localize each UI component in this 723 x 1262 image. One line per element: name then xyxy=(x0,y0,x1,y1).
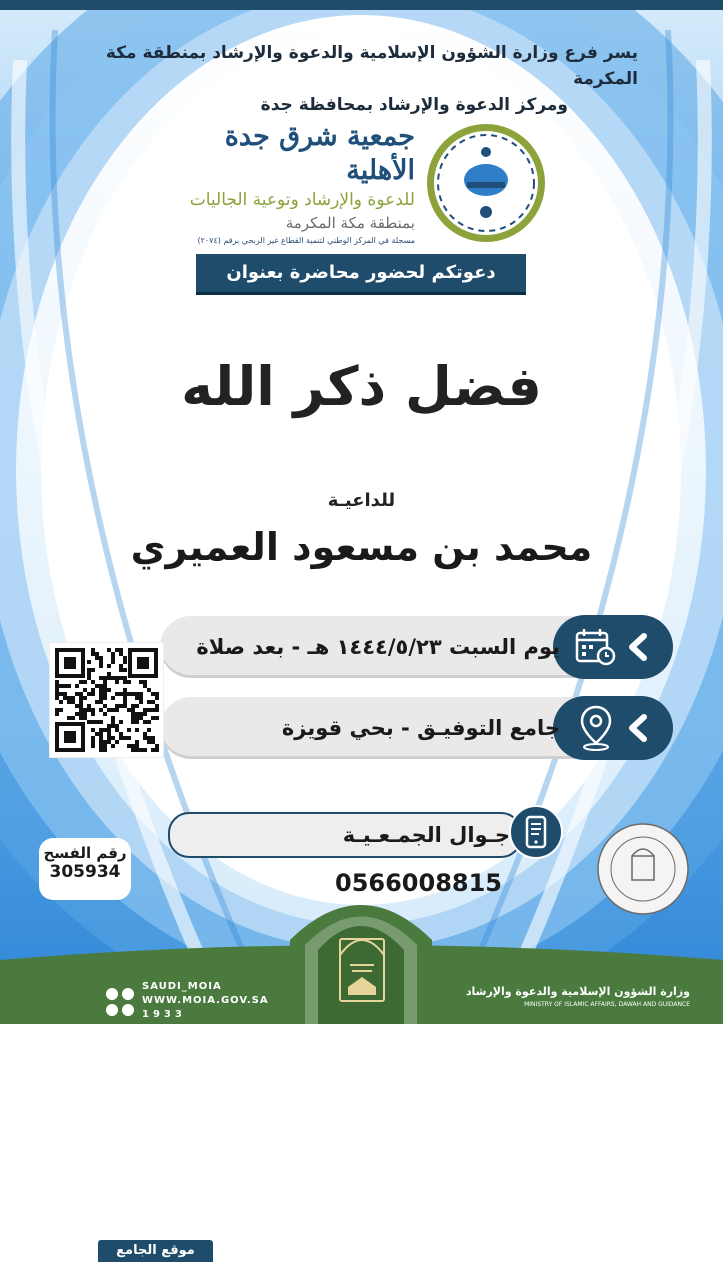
qr-module xyxy=(123,688,127,692)
qr-module xyxy=(55,696,59,700)
qr-module xyxy=(135,712,139,716)
qr-module xyxy=(75,712,79,716)
qr-module xyxy=(71,696,75,700)
qr-module xyxy=(107,736,111,740)
qr-module xyxy=(131,720,135,724)
qr-module xyxy=(107,648,111,652)
qr-module xyxy=(79,716,83,720)
qr-module xyxy=(99,748,103,752)
qr-module xyxy=(111,652,115,656)
qr-module xyxy=(115,704,119,708)
header-line-1: يسر فرع وزارة الشؤون الإسلامية والدعوة والإرشاد بمنطقة مكة المكرمة xyxy=(105,43,638,89)
qr-module xyxy=(119,676,123,680)
qr-module xyxy=(55,708,59,712)
qr-module xyxy=(135,744,139,748)
qr-module xyxy=(67,716,71,720)
qr-module xyxy=(87,660,91,664)
qr-module xyxy=(107,724,111,728)
map-pin-icon xyxy=(578,703,614,751)
qr-module xyxy=(139,696,143,700)
qr-module xyxy=(99,732,103,736)
qr-module xyxy=(83,716,87,720)
qr-module xyxy=(143,748,147,752)
qr-module xyxy=(79,700,83,704)
qr-code[interactable] xyxy=(49,642,164,758)
qr-module xyxy=(115,648,119,652)
association-emblem xyxy=(425,122,547,244)
qr-module xyxy=(119,664,123,668)
social-handle[interactable]: SAUDI_MOIA xyxy=(142,981,222,992)
qr-label: موقع الجامع xyxy=(98,1240,213,1262)
qr-module xyxy=(67,700,71,704)
header-line-2: ومركز الدعوة والإرشاد بمحافظة جدة xyxy=(260,95,568,115)
ministry-logo xyxy=(330,925,394,1005)
qr-module xyxy=(123,676,127,680)
qr-module xyxy=(111,708,115,712)
qr-module xyxy=(87,708,91,712)
qr-module xyxy=(103,740,107,744)
qr-module xyxy=(131,716,135,720)
qr-module xyxy=(119,704,123,708)
phone-label: جـوال الجمـعـيـة xyxy=(342,823,510,847)
chevron-left-icon xyxy=(626,633,650,661)
qr-module xyxy=(99,664,103,668)
association-subtitle: للدعوة والإرشاد وتوعية الجاليات xyxy=(189,190,415,210)
qr-module xyxy=(127,744,131,748)
qr-module xyxy=(155,748,159,752)
qr-module xyxy=(119,732,123,736)
association-registration: مسجلة في المركز الوطني لتنمية القطاع غير الربحي برقم (٢٠٧٤) xyxy=(197,236,415,245)
qr-module xyxy=(123,696,127,700)
qr-module xyxy=(123,704,127,708)
qr-module xyxy=(155,744,159,748)
mobile-phone-icon xyxy=(508,804,564,860)
qr-module xyxy=(99,700,103,704)
footer-contact xyxy=(142,980,269,1022)
qr-module xyxy=(143,720,147,724)
qr-module xyxy=(79,680,83,684)
qr-module xyxy=(59,684,63,688)
qr-module xyxy=(151,748,155,752)
qr-module xyxy=(111,716,115,720)
qr-module xyxy=(135,720,139,724)
qr-module xyxy=(103,676,107,680)
qr-module xyxy=(91,744,95,748)
qr-module xyxy=(91,680,95,684)
qr-module xyxy=(103,692,107,696)
qr-module xyxy=(103,744,107,748)
license-label: رقم الفسح xyxy=(43,844,127,862)
qr-module xyxy=(55,684,59,688)
qr-module xyxy=(91,736,95,740)
qr-module xyxy=(103,680,107,684)
ministry-name-ar: وزارة الشؤون الإسلامية والدعوة والإرشاد xyxy=(465,985,690,998)
qr-module xyxy=(91,720,95,724)
chevron-left-icon xyxy=(626,714,650,742)
qr-module xyxy=(103,684,107,688)
qr-module xyxy=(75,684,79,688)
qr-module xyxy=(151,716,155,720)
qr-module xyxy=(103,728,107,732)
qr-module xyxy=(123,736,127,740)
qr-module xyxy=(83,712,87,716)
qr-module xyxy=(127,736,131,740)
qr-module xyxy=(99,728,103,732)
qr-module xyxy=(155,704,159,708)
qr-module xyxy=(111,660,115,664)
qr-module xyxy=(151,692,155,696)
qr-module xyxy=(79,696,83,700)
qr-module xyxy=(87,676,91,680)
social-media-icon xyxy=(104,986,138,1018)
qr-module xyxy=(135,704,139,708)
qr-module xyxy=(99,708,103,712)
qr-module xyxy=(99,720,103,724)
qr-module xyxy=(119,736,123,740)
qr-module xyxy=(63,696,67,700)
qr-module xyxy=(59,708,63,712)
qr-module xyxy=(79,708,83,712)
qr-module xyxy=(103,688,107,692)
qr-module xyxy=(115,692,119,696)
qr-module xyxy=(127,692,131,696)
ministry-name-block xyxy=(440,985,690,1008)
qr-module xyxy=(83,688,87,692)
qr-module xyxy=(135,716,139,720)
qr-module xyxy=(147,736,151,740)
qr-module xyxy=(91,708,95,712)
qr-module xyxy=(63,692,67,696)
qr-module xyxy=(135,692,139,696)
qr-module xyxy=(99,740,103,744)
qr-module xyxy=(55,692,59,696)
qr-module xyxy=(147,700,151,704)
association-name-block xyxy=(165,120,415,248)
qr-module xyxy=(87,692,91,696)
qr-module xyxy=(143,712,147,716)
qr-module xyxy=(99,696,103,700)
qr-module xyxy=(99,660,103,664)
qr-module xyxy=(83,680,87,684)
qr-module xyxy=(111,724,115,728)
qr-module xyxy=(91,712,95,716)
qr-module xyxy=(83,708,87,712)
qr-module xyxy=(103,712,107,716)
qr-module xyxy=(131,712,135,716)
qr-module xyxy=(103,696,107,700)
qr-module xyxy=(67,696,71,700)
qr-module xyxy=(91,652,95,656)
qr-module xyxy=(91,728,95,732)
qr-module xyxy=(55,688,59,692)
qr-module xyxy=(155,716,159,720)
qr-module xyxy=(143,684,147,688)
qr-module xyxy=(127,680,131,684)
qr-module xyxy=(147,708,151,712)
qr-module xyxy=(115,724,119,728)
qr-module xyxy=(55,680,59,684)
qr-module xyxy=(59,692,63,696)
qr-module xyxy=(79,704,83,708)
qr-module xyxy=(155,696,159,700)
qr-module xyxy=(127,708,131,712)
qr-module xyxy=(75,692,79,696)
qr-module xyxy=(91,648,95,652)
phone-text xyxy=(180,812,510,897)
qr-module xyxy=(111,696,115,700)
qr-module xyxy=(107,728,111,732)
qr-module xyxy=(155,692,159,696)
qr-module xyxy=(123,680,127,684)
qr-module xyxy=(135,748,139,752)
qr-module xyxy=(119,668,123,672)
qr-module xyxy=(55,712,59,716)
location-text: جامع التوفيـق - بحي قويزة xyxy=(281,716,560,740)
association-region: بمنطقة مكة المكرمة xyxy=(285,214,415,232)
qr-module xyxy=(83,696,87,700)
qr-module xyxy=(119,652,123,656)
qr-module xyxy=(87,720,91,724)
qr-module xyxy=(131,744,135,748)
qr-module xyxy=(143,708,147,712)
qr-module xyxy=(151,700,155,704)
qr-module xyxy=(95,684,99,688)
qr-module xyxy=(107,740,111,744)
qr-module xyxy=(139,680,143,684)
qr-module xyxy=(139,692,143,696)
qr-module xyxy=(99,656,103,660)
qr-module xyxy=(91,668,95,672)
preacher-name: محمد بن مسعود العميري xyxy=(130,525,593,569)
qr-module xyxy=(147,728,151,732)
qr-module xyxy=(99,684,103,688)
qr-module xyxy=(143,680,147,684)
qr-module xyxy=(139,712,143,716)
qr-module xyxy=(155,708,159,712)
qr-module xyxy=(111,736,115,740)
qr-module xyxy=(107,688,111,692)
qr-module xyxy=(139,716,143,720)
qr-module xyxy=(91,740,95,744)
qr-module xyxy=(107,732,111,736)
qr-module xyxy=(63,684,67,688)
datetime-text: يوم السبت ١٤٤٤/٥/٢٣ هـ - بعد صلاة xyxy=(196,635,560,659)
qr-module xyxy=(79,712,83,716)
qr-module xyxy=(95,732,99,736)
qr-module xyxy=(99,676,103,680)
qr-module xyxy=(99,692,103,696)
preacher-label: للداعيـة xyxy=(327,490,396,511)
qr-module xyxy=(151,736,155,740)
qr-module xyxy=(107,708,111,712)
qr-module xyxy=(115,728,119,732)
qr-module xyxy=(115,680,119,684)
qr-module xyxy=(123,692,127,696)
qr-module xyxy=(111,744,115,748)
qr-module xyxy=(119,720,123,724)
qr-module xyxy=(87,672,91,676)
qr-module xyxy=(143,736,147,740)
qr-module xyxy=(107,676,111,680)
association-name: جمعية شرق جدة الأهلية xyxy=(224,121,415,186)
qr-module xyxy=(115,708,119,712)
qr-module xyxy=(99,736,103,740)
qr-module xyxy=(95,652,99,656)
qr-module xyxy=(127,728,131,732)
qr-module xyxy=(87,704,91,708)
qr-module xyxy=(107,664,111,668)
qr-module xyxy=(135,728,139,732)
qr-module xyxy=(131,704,135,708)
qr-module xyxy=(79,692,83,696)
qr-module xyxy=(151,740,155,744)
qr-module xyxy=(115,676,119,680)
website-link[interactable]: WWW.MOIA.GOV.SA xyxy=(142,995,269,1006)
calendar-clock-icon xyxy=(574,627,616,667)
qr-module xyxy=(71,716,75,720)
qr-module xyxy=(91,688,95,692)
qr-module xyxy=(123,668,127,672)
qr-module xyxy=(95,720,99,724)
qr-module xyxy=(123,660,127,664)
header-text xyxy=(78,40,638,118)
qr-module xyxy=(99,688,103,692)
qr-module xyxy=(95,700,99,704)
qr-module xyxy=(151,708,155,712)
qr-module xyxy=(111,676,115,680)
qr-module xyxy=(99,744,103,748)
qr-module xyxy=(115,740,119,744)
social-icons xyxy=(104,986,138,1022)
qr-module xyxy=(111,720,115,724)
lecture-title: فضل ذكر الله xyxy=(181,355,542,418)
qr-module xyxy=(67,684,71,688)
qr-module xyxy=(59,700,63,704)
qr-module xyxy=(147,688,151,692)
qr-module xyxy=(131,708,135,712)
qr-module xyxy=(119,692,123,696)
qr-module xyxy=(75,704,79,708)
qr-module xyxy=(139,748,143,752)
qr-module xyxy=(135,740,139,744)
license-number: 305934 xyxy=(49,862,121,882)
qr-module xyxy=(71,700,75,704)
qr-module xyxy=(139,700,143,704)
qr-module xyxy=(95,656,99,660)
qr-module xyxy=(135,696,139,700)
qr-module xyxy=(123,656,127,660)
ministry-name-en: MINISTRY OF ISLAMIC AFFAIRS, DAWAH AND GUIDANCE xyxy=(524,1001,690,1008)
qr-module xyxy=(131,748,135,752)
qr-module xyxy=(123,700,127,704)
hotline-number: 1933 xyxy=(142,1009,186,1020)
qr-module xyxy=(119,648,123,652)
invite-banner: دعوتكم لحضور محاضرة بعنوان xyxy=(196,254,526,295)
qr-module xyxy=(111,656,115,660)
qr-module xyxy=(143,732,147,736)
qr-module xyxy=(147,720,151,724)
qr-module xyxy=(87,668,91,672)
qr-module xyxy=(107,672,111,676)
qr-module xyxy=(91,692,95,696)
qr-module xyxy=(131,692,135,696)
qr-module xyxy=(147,740,151,744)
phone-number[interactable]: 0566008815 xyxy=(335,869,502,897)
qr-module xyxy=(103,748,107,752)
qr-module xyxy=(103,704,107,708)
